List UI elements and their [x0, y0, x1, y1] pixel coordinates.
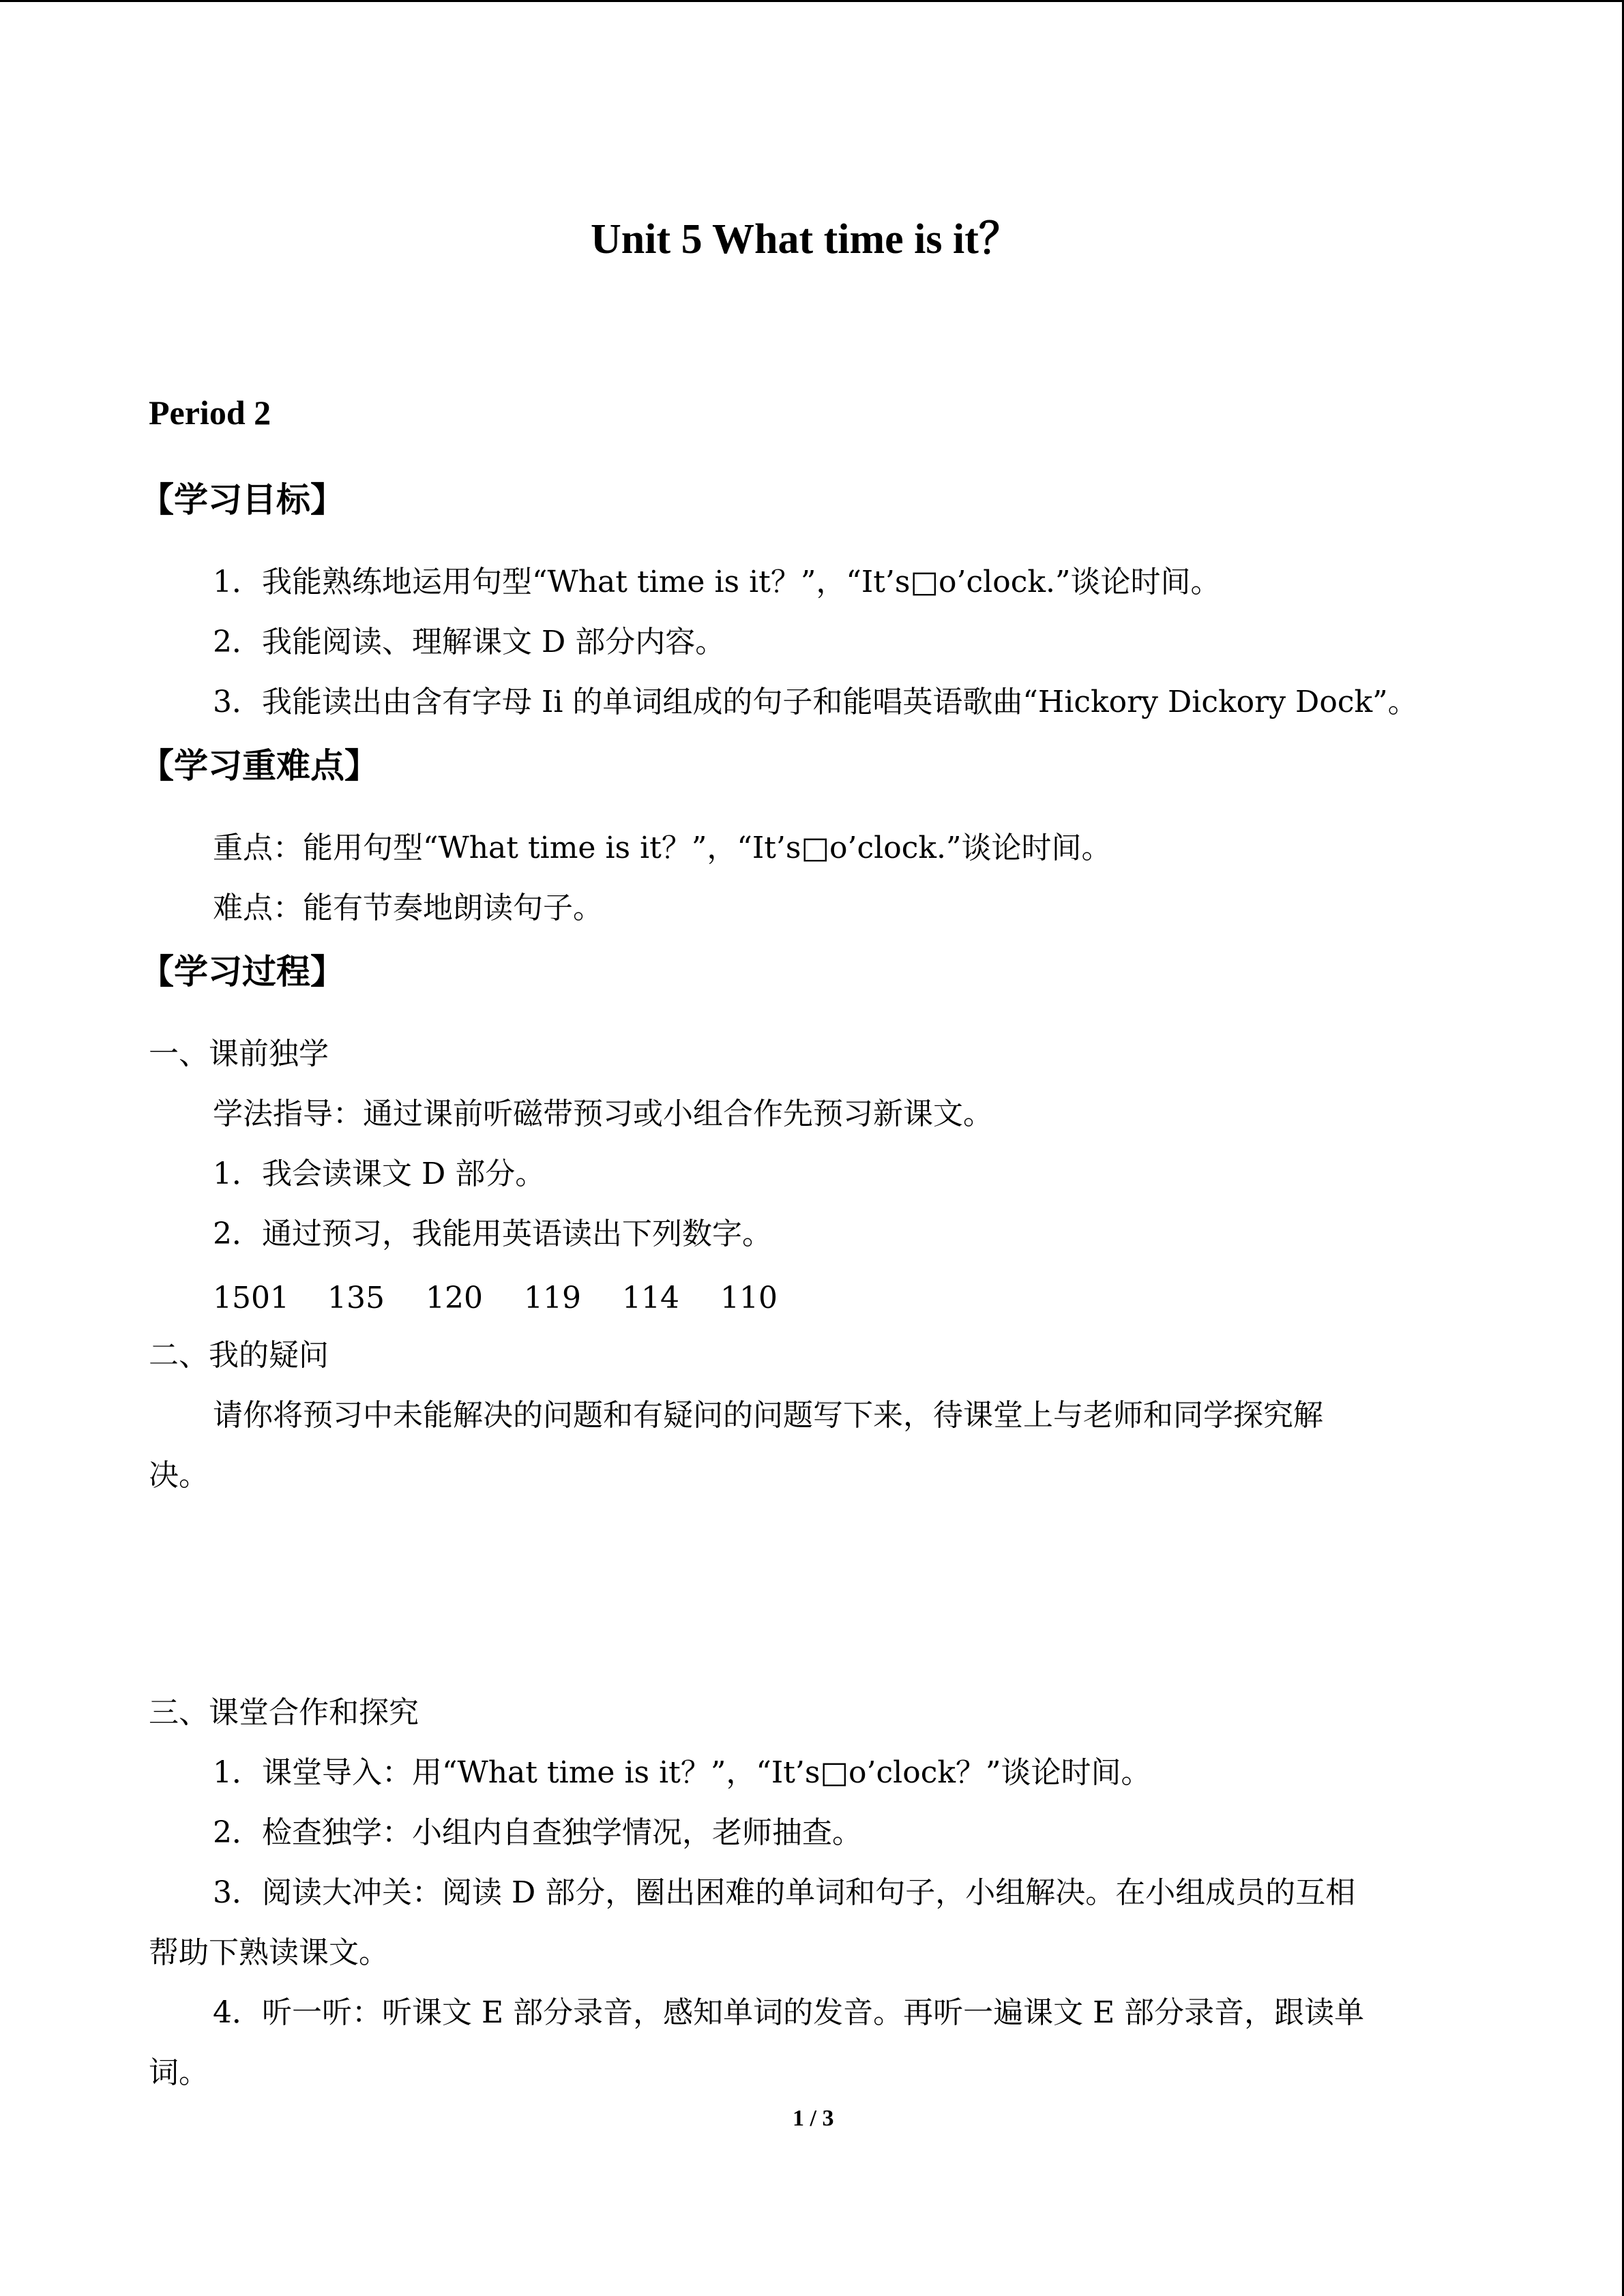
key-points-heading: 【学习重难点】: [140, 746, 379, 786]
key-point-difficulty: 难点：能有节奏地朗读句子。: [213, 891, 603, 925]
process-heading: 【学习过程】: [140, 952, 344, 992]
number-item: 120: [426, 1281, 483, 1315]
page-number: 1 / 3: [793, 2106, 834, 2131]
part2-title: 二、我的疑问: [149, 1338, 329, 1373]
number-item: 119: [524, 1281, 581, 1315]
key-point-focus: 重点：能用句型“What time is it？”，“It’s□o’clock.”谈论时间。: [213, 831, 1112, 865]
objective-item-2: 2．我能阅读、理解课文 D 部分内容。: [213, 625, 726, 659]
page-title: Unit 5 What time is it？: [591, 216, 1021, 263]
part2-text-line1: 请你将预习中未能解决的问题和有疑问的问题写下来，待课堂上与老师和同学探究解: [213, 1398, 1323, 1433]
objective-item-1: 1．我能熟练地运用句型“What time is it？”，“It’s□o’clock.”谈论时间。: [213, 565, 1221, 599]
number-item: 110: [720, 1281, 778, 1315]
part2-text-line2: 决。: [149, 1458, 209, 1493]
part3-title: 三、课堂合作和探究: [149, 1695, 419, 1730]
part1-item-2: 2．通过预习，我能用英语读出下列数字。: [213, 1217, 772, 1251]
part3-item-2: 2．检查独学：小组内自查独学情况，老师抽查。: [213, 1815, 862, 1850]
objectives-heading: 【学习目标】: [140, 480, 344, 520]
number-item: 1501: [213, 1281, 289, 1315]
part3-item-4-line1: 4．听一听：听课文 E 部分录音，感知单词的发音。再听一遍课文 E 部分录音，跟读单: [213, 1995, 1365, 2030]
part3-item-4-line2: 词。: [149, 2055, 209, 2090]
page-top-border: [0, 0, 1624, 2]
part1-title: 一、课前独学: [149, 1037, 329, 1071]
part1-item-1: 1．我会读课文 D 部分。: [213, 1157, 546, 1191]
part1-guide: 学法指导：通过课前听磁带预习或小组合作先预习新课文。: [213, 1097, 993, 1131]
number-item: 114: [622, 1281, 679, 1315]
objective-item-3: 3．我能读出由含有字母 Ii 的单词组成的句子和能唱英语歌曲“Hickory Dickory Dock”。: [213, 685, 1418, 719]
part3-item-3-line2: 帮助下熟读课文。: [149, 1935, 389, 1970]
number-item: 135: [327, 1281, 385, 1315]
part3-item-3-line1: 3．阅读大冲关：阅读 D 部分，圈出困难的单词和句子，小组解决。在小组成员的互相: [213, 1875, 1356, 1910]
part3-item-1: 1．课堂导入：用“What time is it？”，“It’s□o’clock？”谈论时间。: [213, 1755, 1151, 1790]
period-label: Period 2: [149, 393, 271, 432]
